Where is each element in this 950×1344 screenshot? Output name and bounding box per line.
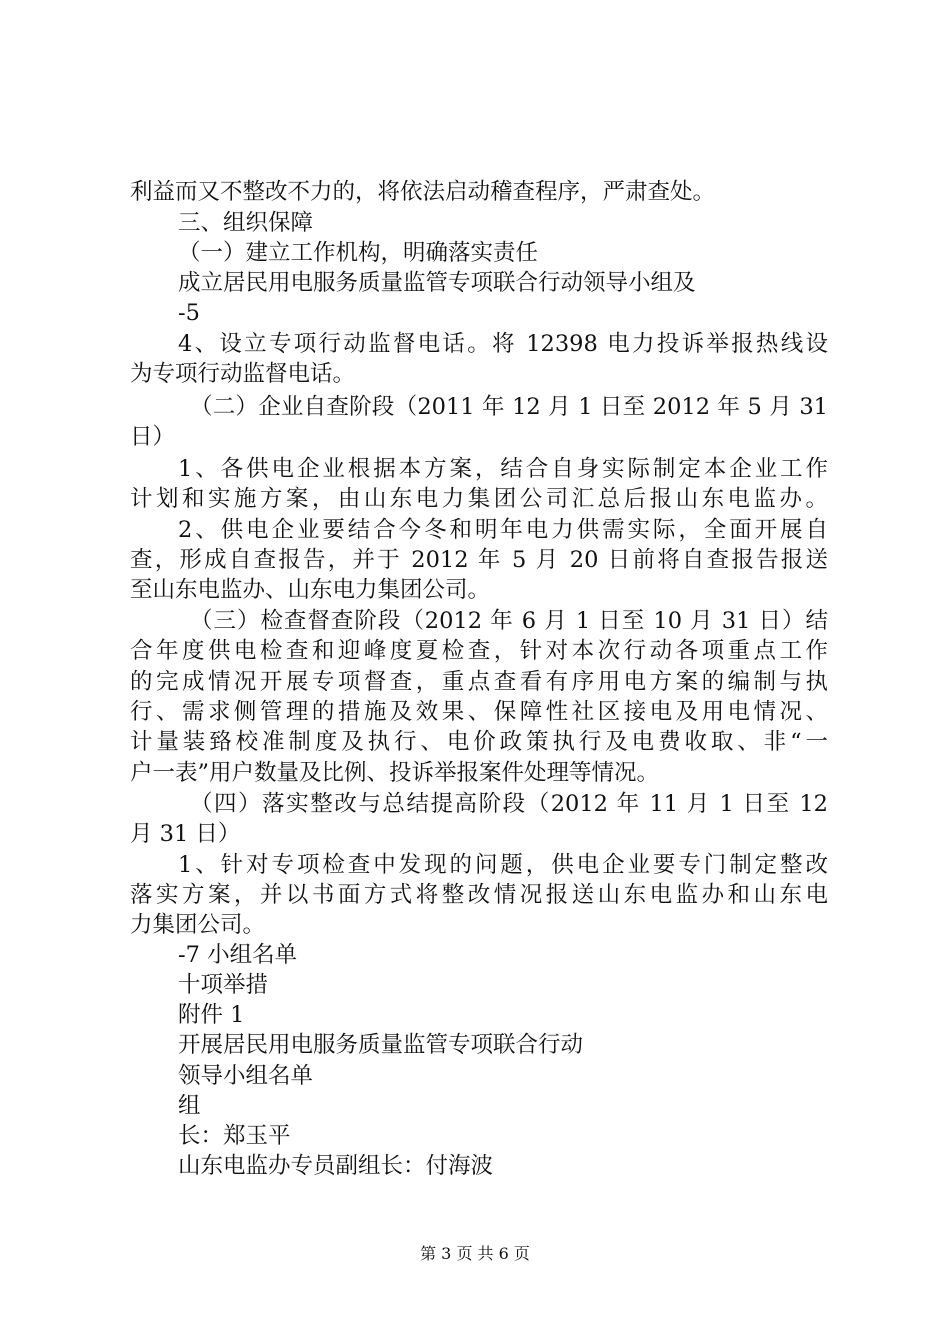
text-line: 1、各供电企业根据本方案，结合自身实际制定本企业工作	[178, 456, 828, 482]
text-line: 计量装臵校准制度及执行、电价政策执行及电费收取、非“一	[130, 729, 828, 755]
text-line: -5	[178, 300, 200, 326]
text-line: 计划和实施方案，由山东电力集团公司汇总后报山东电监办。	[130, 486, 828, 512]
text-line: 落实方案，并以书面方式将整改情况报送山东电监办和山东电	[130, 882, 828, 908]
text-line: 利益而又不整改不力的，将依法启动稽查程序，严肃查处。	[130, 179, 716, 205]
attachment-subtitle: 领导小组名单	[178, 1063, 314, 1089]
subsection-heading: （三）检查督查阶段（2012 年 6 月 1 日至 10 月 31 日）结	[190, 608, 828, 634]
text-line: 行、需求侧管理的措施及效果、保障性社区接电及用电情况、	[130, 699, 828, 725]
text-line: 十项举措	[178, 972, 269, 998]
text-line: 日）	[130, 424, 176, 450]
text-line: -7 小组名单	[178, 942, 298, 968]
subsection-heading: （四）落实整改与总结提高阶段（2012 年 11 月 1 日至 12	[190, 791, 828, 817]
text-line: 长：郑玉平	[178, 1123, 291, 1149]
text-line: 查，形成自查报告，并于 2012 年 5 月 20 日前将自查报告报送	[130, 547, 828, 573]
text-line: 月 31 日）	[130, 821, 241, 847]
page-footer: 第 3 页 共 6 页	[420, 1244, 530, 1263]
text-line: 2、供电企业要结合今冬和明年电力供需实际，全面开展自	[178, 517, 828, 543]
text-line: 至山东电监办、山东电力集团公司。	[130, 577, 491, 603]
text-line: 1、针对专项检查中发现的问题，供电企业要专门制定整改	[178, 852, 828, 878]
attachment-title: 开展居民用电服务质量监管专项联合行动	[178, 1032, 584, 1058]
text-line: 力集团公司。	[130, 912, 266, 938]
text-line: 4、设立专项行动监督电话。将 12398 电力投诉举报热线设	[178, 331, 828, 357]
text-line: 合年度供电检查和迎峰度夏检查，针对本次行动各项重点工作	[130, 638, 828, 664]
attachment-label: 附件 1	[178, 1002, 245, 1028]
subsection-heading: （二）企业自查阶段（2011 年 12 月 1 日至 2012 年 5 月 31	[190, 394, 828, 420]
text-line: 成立居民用电服务质量监管专项联合行动领导小组及	[178, 270, 696, 296]
text-line: 山东电监办专员副组长：付海波	[178, 1153, 494, 1179]
text-line: 的完成情况开展专项督查，重点查看有序用电方案的编制与执	[130, 669, 828, 695]
section-heading: 三、组织保障	[178, 210, 314, 236]
text-line: 组	[178, 1093, 201, 1119]
text-line: 户一表”用户数量及比例、投诉举报案件处理等情况。	[130, 760, 660, 786]
subsection-heading: （一）建立工作机构，明确落实责任	[178, 240, 539, 266]
text-line: 为专项行动监督电话。	[130, 361, 356, 387]
